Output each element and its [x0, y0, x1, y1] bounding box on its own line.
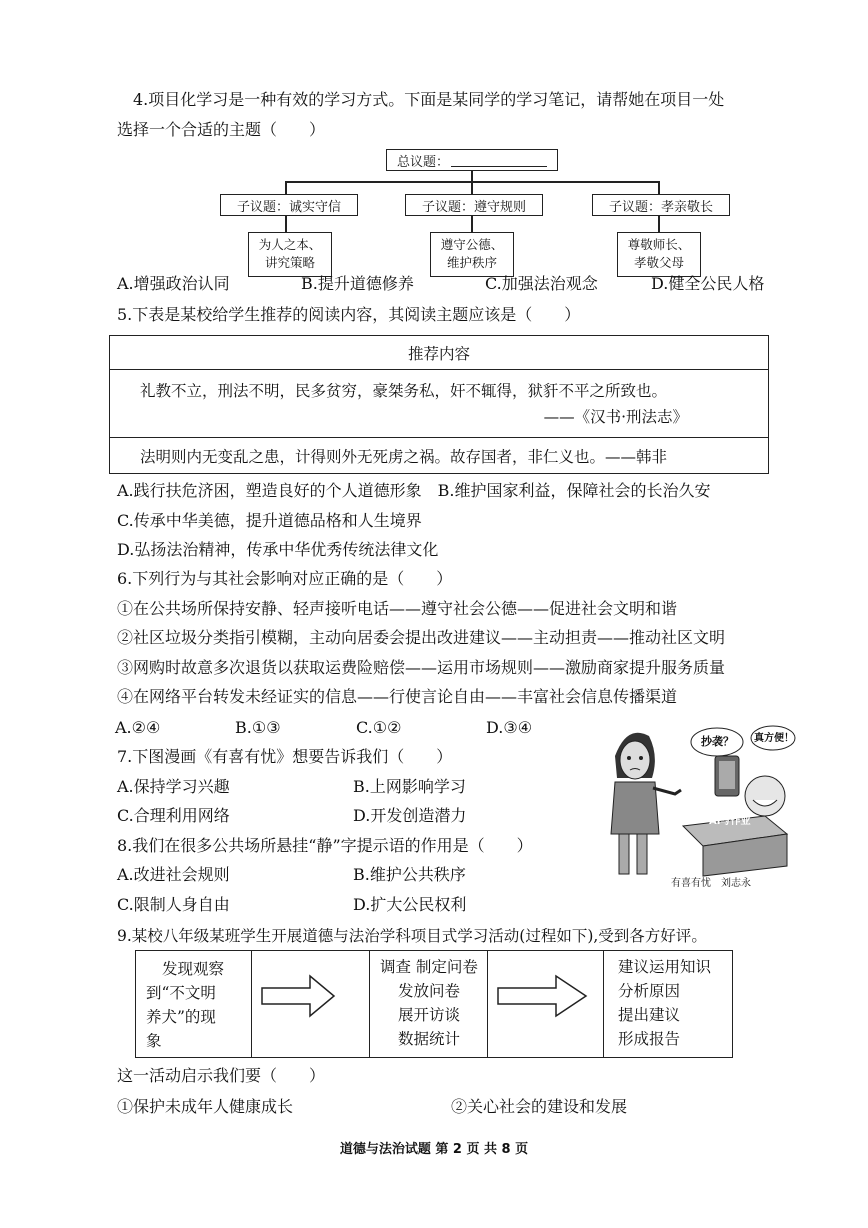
- flow-step-1: 发现观察 到“不文明 养犬”的现 象: [136, 951, 252, 1057]
- q6-option-b: B.①③: [235, 718, 281, 737]
- q6-stem: 6.下列行为与其社会影响对应正确的是（ ）: [117, 569, 453, 588]
- table-row-1: 礼教不立，刑法不明，民多贫穷，豪桀务私，奸不辄得，狱豻不平之所致也。 ——《汉书·刑法志》: [110, 370, 769, 438]
- q4-option-b: B.提升道德修养: [301, 274, 414, 293]
- q8-option-c: C.限制人身自由: [117, 895, 230, 914]
- q9-item-2: ②关心社会的建设和发展: [451, 1097, 628, 1116]
- q6-item-1: ①在公共场所保持安静、轻声接听电话——遵守社会公德——促进社会文明和谐: [117, 599, 678, 618]
- right-arrow-icon: [488, 951, 602, 1057]
- q5-stem: 5.下表是某校给学生推荐的阅读内容，其阅读主题应该是（ ）: [117, 305, 581, 324]
- table-header: 推荐内容: [110, 336, 769, 370]
- q5-option-c: C.传承中华美德，提升道德品格和人生境界: [117, 511, 422, 530]
- q6-item-3: ③网购时故意多次退货以获取运费险赔偿——运用市场规则——激励商家提升服务质量: [117, 658, 726, 677]
- q4-option-a: A.增强政治认同: [117, 274, 230, 293]
- q4-stem-line1: 4.项目化学习是一种有效的学习方式。下面是某同学的学习笔记，请帮她在项目一处: [133, 90, 725, 109]
- cartoon-bubble-left: 抄袭？: [701, 735, 734, 748]
- q9-follow: 这一活动启示我们要（ ）: [117, 1066, 326, 1085]
- flow-arrow-2: [488, 951, 604, 1057]
- q9-stem: 9.某校八年级某班学生开展道德与法治学科项目式学习活动(过程如下),受到各方好评。: [117, 927, 707, 945]
- q4-option-d: D.健全公民人格: [651, 274, 765, 293]
- diagram-leaf-3: 尊敬师长、 孝敬父母: [617, 232, 701, 277]
- flow-step-2: 调查 制定问卷 发放问卷 展开访谈 数据统计: [370, 951, 488, 1057]
- cartoon-illustration: [597, 716, 797, 892]
- flow-arrow-1: [252, 951, 370, 1057]
- q7-option-b: B.上网影响学习: [353, 777, 466, 796]
- q8-option-b: B.维护公共秩序: [353, 865, 466, 884]
- page-footer: 道德与法治试题 第 2 页 共 8 页: [339, 1142, 529, 1157]
- diagram-sub-2: 子议题：遵守规则: [405, 194, 543, 216]
- q8-option-d: D.扩大公民权利: [353, 895, 467, 914]
- q5-reading-table: [109, 335, 769, 474]
- q6-option-c: C.①②: [356, 718, 402, 737]
- q5-option-ab: A.践行扶危济困，塑造良好的个人道德形象 B.维护国家利益，保障社会的长治久安: [117, 481, 711, 500]
- q5-option-d: D.弘扬法治精神，传承中华优秀传统法律文化: [117, 540, 439, 559]
- diagram-root: 总议题：: [386, 149, 558, 171]
- cartoon-bubble-right: 真方便！: [754, 733, 794, 744]
- q7-option-a: A.保持学习兴趣: [117, 777, 230, 796]
- diagram-sub-1: 子议题：诚实守信: [220, 194, 358, 216]
- q9-item-1: ①保护未成年人健康成长: [117, 1097, 294, 1116]
- q8-option-a: A.改进社会规则: [117, 865, 230, 884]
- table-row-2: 法明则内无变乱之患，计得则外无死虏之祸。故存国者，非仁义也。——韩非: [110, 438, 769, 474]
- cartoon-caption: 有喜有忧 刘志永: [671, 878, 751, 889]
- flow-step-3: 建议运用知识 分析原因 提出建议 形成报告: [618, 958, 712, 1048]
- q6-option-a: A.②④: [115, 718, 161, 737]
- cartoon-sign: AI写作业: [709, 816, 751, 827]
- q7-option-c: C.合理利用网络: [117, 806, 230, 825]
- diagram-leaf-2: 遵守公德、 维护秩序: [430, 232, 514, 277]
- q4-stem-line2: 选择一个合适的主题（ ）: [117, 120, 326, 139]
- right-arrow-icon: [252, 951, 368, 1057]
- q7-option-d: D.开发创造潜力: [353, 806, 467, 825]
- q6-item-4: ④在网络平台转发未经证实的信息——行使言论自由——丰富社会信息传播渠道: [117, 687, 678, 706]
- q6-option-d: D.③④: [486, 718, 533, 737]
- q8-stem: 8.我们在很多公共场所悬挂“静”字提示语的作用是（ ）: [117, 836, 533, 855]
- q7-stem: 7.下图漫画《有喜有忧》想要告诉我们（ ）: [117, 747, 453, 766]
- q4-option-c: C.加强法治观念: [485, 274, 598, 293]
- diagram-sub-3: 子议题：孝亲敬长: [592, 194, 730, 216]
- diagram-leaf-1: 为人之本、 讲究策略: [248, 232, 332, 277]
- q9-flowchart: [135, 950, 733, 1058]
- q6-item-2: ②社区垃圾分类指引模糊，主动向居委会提出改进建议——主动担责——推动社区文明: [117, 628, 726, 647]
